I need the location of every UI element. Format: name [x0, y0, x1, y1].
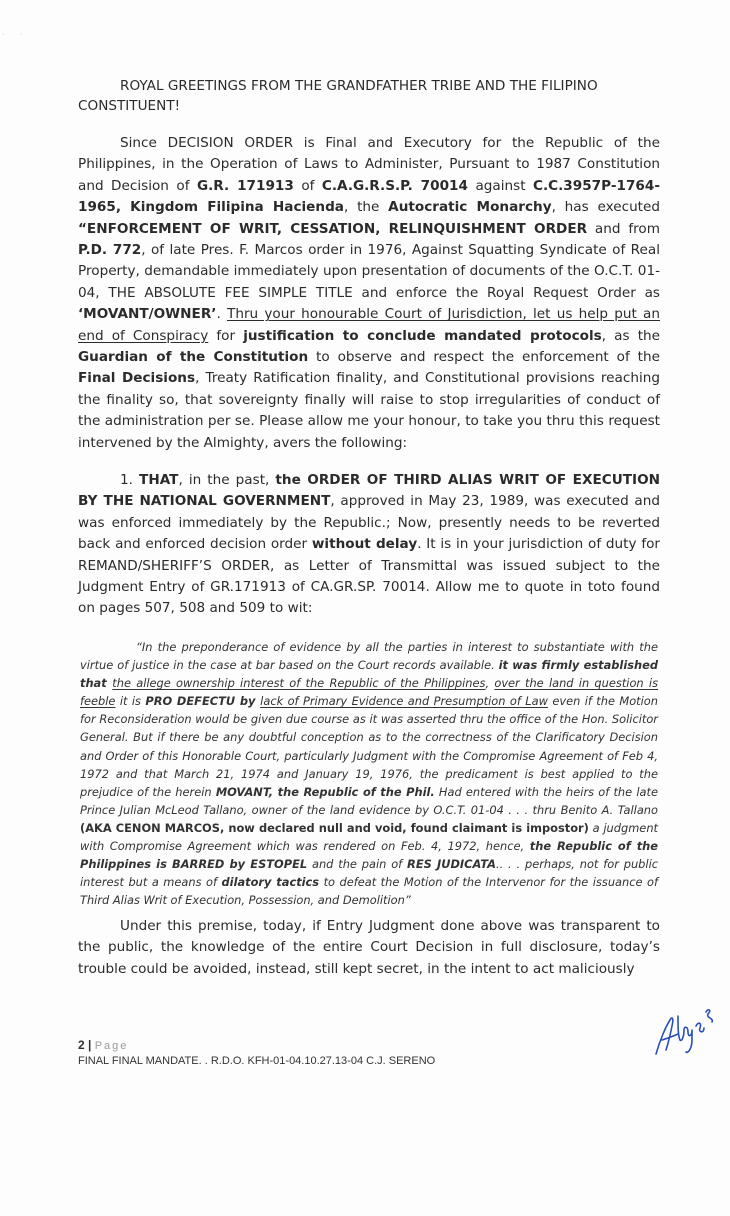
emphasis: dilatory tactics [221, 875, 320, 890]
heading-line-2: CONSTITUENT! [78, 98, 181, 114]
heading-line-1: ROYAL GREETINGS FROM THE GRANDFATHER TRIBE AND THE FILIPINO [120, 78, 598, 94]
handwritten-signature [648, 996, 722, 1060]
emphasis: the Republic of the Philippines is BARRED by ESTOPEL [80, 839, 658, 872]
scan-artifact: · · [2, 30, 29, 40]
case-number: G.R. 171913 [196, 177, 294, 194]
text: against [467, 177, 534, 194]
list-number: 1. [120, 472, 140, 488]
text: Under this premise, today, if Entry Judgment done above was transparent to the public, the knowledge of the entire Court Decision in full disclosure, today’s trouble could be avoided, instead, still kept secret, in the intent to act maliciously [78, 918, 660, 977]
text: “In the preponderance of evidence by all the parties in interest to substantiate with the virtue of justice in the case at bar based on the Court records available. [80, 640, 658, 673]
footer-reference: FINAL FINAL MANDATE. . R.D.O. KFH-01-04.10.27.13-04 C.J. SERENO [78, 1055, 436, 1067]
emphasis: PRO DEFECTU by [145, 694, 261, 709]
case-number: C.C.3957P-1764-1965, Kingdom Filipina Hacienda [78, 177, 660, 216]
paragraph-premise [78, 916, 660, 980]
text: for [208, 327, 244, 344]
text: Had entered with the heirs of the late Prince Julian McLeod Tallano, owner of the land evidence by O.C.T. 01-04 . . . thru Benito A. Tallano [80, 784, 658, 817]
emphasis: “ENFORCEMENT OF WRIT, CESSATION, RELINQUISHMENT ORDER [78, 220, 588, 237]
block-quote [80, 638, 658, 909]
text: . [216, 306, 228, 323]
emphasis: Autocratic Monarchy [388, 199, 552, 216]
text: . It is in your jurisdiction of duty for REMAND/SHERIFF’S ORDER, as Letter of Transmittal was issued subject to the Judgment Entry of GR.171913 of CA.GR.SP. 70014. Allow me to quote in toto found on pages 507, 508 and 509 to wit: [78, 536, 661, 617]
text: , Treaty Ratification finality, and Constitutional provisions reaching the finality so, that sovereignty finally will raise to stop irregularities of conduct of the administration per se. Please allow me your honour, to take you thru this request intervened by the Almighty, avers the following: [78, 370, 660, 451]
text: to defeat the Motion of the Intervenor for the issuance of Third Alias Writ of Execution, Possession, and Demolition” [80, 875, 658, 908]
case-number: C.A.G.R.S.P. 70014 [321, 177, 468, 194]
emphasis: (AKA CENON MARCOS, now declared null and void, found claimant is impostor) [80, 820, 589, 835]
emphasis: MOVANT, the Republic of the Phil. [215, 784, 435, 799]
page-label: Page [94, 1040, 129, 1052]
text: and the pain of [307, 857, 408, 872]
text: , of late Pres. F. Marcos order in 1976, Against Squatting Syndicate of Real Property, demandable immediately upon presentation of documents of the O.C.T. 01-04, THE ABSOLUTE FEE SIMPLE TITLE and enforce the Royal Request Order as [78, 242, 660, 301]
page-footer [78, 1038, 435, 1069]
emphasis: the ORDER OF THIRD ALIAS WRIT OF EXECUTION BY THE NATIONAL GOVERNMENT [78, 472, 661, 510]
emphasis: without delay [311, 536, 418, 553]
emphasis: justification to conclude mandated protocols [243, 327, 602, 344]
text: , [485, 676, 495, 691]
text: of [293, 177, 322, 194]
paragraph-decision-order [78, 133, 660, 454]
text: and from [587, 220, 660, 237]
text: , in the past, [178, 472, 276, 488]
greeting-heading [78, 76, 658, 116]
emphasis: Final Decisions [78, 370, 196, 387]
underlined-text: over the land in question is feeble [80, 676, 658, 709]
text: , has executed [551, 199, 661, 216]
emphasis: P.D. 772 [78, 242, 142, 259]
text: , approved in May 23, 1989, was executed and was enforced immediately by the Republic.; Now, presently needs to be reverted back and enforced decision order [78, 493, 660, 553]
text: .. . . perhaps, not for public interest but a means of [80, 857, 659, 890]
text: it is [115, 694, 146, 709]
emphasis: THAT [139, 472, 179, 488]
text: Since DECISION ORDER is Final and Executory for the Republic of the Philippines, in the Operation of Laws to Administer, Pursuant to 1987 Constitution and Decision of [78, 135, 660, 194]
text: , as the [601, 327, 661, 344]
underlined-text: the allege ownership interest of the Republic of the Philippines [112, 676, 486, 691]
paragraph-item-1 [78, 470, 660, 620]
underlined-text: Thru your honourable Court of Jurisdiction, let us help put an end of Conspiracy [78, 306, 660, 344]
text: to observe and respect the enforcement of the [308, 349, 660, 366]
text: , the [343, 199, 389, 216]
underlined-text: lack of Primary Evidence and Presumption of Law [260, 694, 548, 709]
emphasis: ‘MOVANT/OWNER’ [78, 306, 217, 323]
emphasis: it was firmly established that [80, 658, 658, 691]
emphasis: Guardian of the Constitution [78, 349, 309, 366]
page-number: 2 [78, 1038, 85, 1052]
text: even if the Motion for Reconsideration would be given due course as it was asserted thru the office of the Hon. Solicitor General. But if there be any doubtful conception as to the correctness of the Clarificatory Decision and Order of this Honorable Court, particularly Judgment with the Compromise Agreement of Feb 4, 1972 and that March 21, 1974 and January 19, 1976, the predicament is best applied to the prejudice of the herein [80, 694, 658, 799]
separator: | [84, 1038, 95, 1052]
emphasis: RES JUDICATA [407, 857, 496, 872]
text: a judgment with Compromise Agreement which was rendered on Feb. 4, 1972, hence, [80, 820, 659, 854]
